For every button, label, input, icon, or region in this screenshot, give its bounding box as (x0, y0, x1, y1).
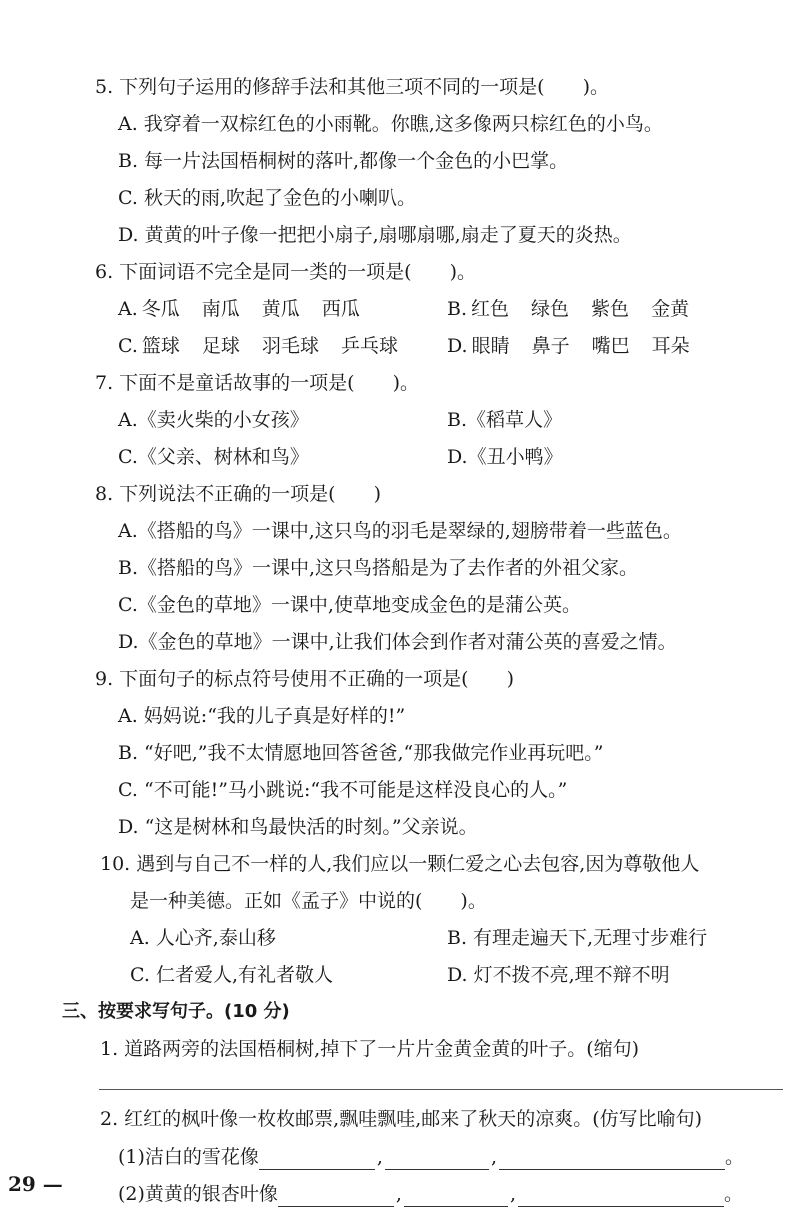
q7-option-d: D.《丑小鸭》 (447, 446, 563, 468)
fill-row-1: (1)洁白的雪花像 , , 。 (118, 1146, 745, 1168)
q5-option-c: C. 秋天的雨,吹起了金色的小喇叭。 (118, 187, 416, 209)
option-label: D. (447, 335, 468, 357)
q9-option-b: B. “好吧,”我不太情愿地回答爸爸,“那我做完作业再玩吧。” (118, 742, 604, 764)
q8-option-a: A.《搭船的鸟》一课中,这只鸟的羽毛是翠绿的,翅膀带着一些蓝色。 (118, 520, 682, 542)
option-label: B. (447, 298, 468, 320)
q6-stem: 6. 下面词语不完全是同一类的一项是( )。 (95, 261, 476, 283)
fill-2-label: (2)黄黄的银杏叶像 (118, 1183, 278, 1205)
sentence-2-prompt: 2. 红红的枫叶像一枚枚邮票,飘哇飘哇,邮来了秋天的凉爽。(仿写比喻句) (100, 1108, 703, 1130)
q8-option-d: D.《金色的草地》一课中,让我们体会到作者对蒲公英的喜爱之情。 (118, 631, 677, 653)
page-number: 29 — (8, 1172, 63, 1196)
option-label: C. (118, 335, 138, 357)
q7-option-b: B.《稻草人》 (447, 409, 563, 431)
q6-option-d: D. 眼睛 鼻子 嘴巴 耳朵 (447, 335, 690, 357)
q10-option-a: A. 人心齐,泰山移 (130, 927, 276, 949)
q5-option-a: A. 我穿着一双棕红色的小雨靴。你瞧,这多像两只棕红色的小鸟。 (118, 113, 663, 135)
q7-option-c: C.《父亲、树林和鸟》 (118, 446, 309, 468)
q10-option-d: D. 灯不拨不亮,理不辩不明 (447, 964, 670, 986)
blank-input[interactable] (518, 1186, 724, 1207)
q9-stem: 9. 下面句子的标点符号使用不正确的一项是( ) (95, 668, 514, 690)
q6-option-a: A. 冬瓜 南瓜 黄瓜 西瓜 (118, 298, 360, 320)
q10-option-c: C. 仁者爱人,有礼者敬人 (130, 964, 333, 986)
q7-option-a: A.《卖火柴的小女孩》 (118, 409, 309, 431)
q8-stem: 8. 下列说法不正确的一项是( ) (95, 483, 381, 505)
blank-input[interactable] (499, 1149, 725, 1170)
q8-option-b: B.《搭船的鸟》一课中,这只鸟搭船是为了去作者的外祖父家。 (118, 557, 639, 579)
q7-stem: 7. 下面不是童话故事的一项是( )。 (95, 372, 419, 394)
q5-option-b: B. 每一片法国梧桐树的落叶,都像一个金色的小巴掌。 (118, 150, 569, 172)
blank-input[interactable] (404, 1186, 508, 1207)
q10-option-b: B. 有理走遍天下,无理寸步难行 (447, 927, 708, 949)
sentence-1-prompt: 1. 道路两旁的法国梧桐树,掉下了一片片金黄金黄的叶子。(缩句) (100, 1038, 640, 1060)
q5-option-d: D. 黄黄的叶子像一把把小扇子,扇哪扇哪,扇走了夏天的炎热。 (118, 224, 632, 246)
q9-option-d: D. “这是树林和鸟最快活的时刻。”父亲说。 (118, 816, 478, 838)
blank-input[interactable] (259, 1149, 375, 1170)
blank-input[interactable] (385, 1149, 489, 1170)
q9-option-c: C. “不可能!”马小跳说:“我不可能是这样没良心的人。” (118, 779, 568, 801)
option-label: A. (118, 298, 138, 320)
q6-option-c: C. 篮球 足球 羽毛球 乒乓球 (118, 335, 398, 357)
q10-stem-line1: 10. 遇到与自己不一样的人,我们应以一颗仁爱之心去包容,因为尊敬他人 (100, 853, 700, 875)
q8-option-c: C.《金色的草地》一课中,使草地变成金色的是蒲公英。 (118, 594, 581, 616)
section-3-title: 三、按要求写句子。(10 分) (62, 1001, 290, 1022)
q5-stem: 5. 下列句子运用的修辞手法和其他三项不同的一项是( )。 (95, 76, 609, 98)
q6-option-b: B. 红色 绿色 紫色 金黄 (447, 298, 690, 320)
q9-option-a: A. 妈妈说:“我的儿子真是好样的!” (118, 705, 406, 727)
answer-line-1[interactable] (99, 1089, 783, 1090)
fill-row-2: (2)黄黄的银杏叶像 , , 。 (118, 1183, 744, 1205)
q10-stem-line2: 是一种美德。正如《孟子》中说的( )。 (130, 890, 487, 912)
blank-input[interactable] (278, 1186, 394, 1207)
fill-1-label: (1)洁白的雪花像 (118, 1146, 259, 1168)
